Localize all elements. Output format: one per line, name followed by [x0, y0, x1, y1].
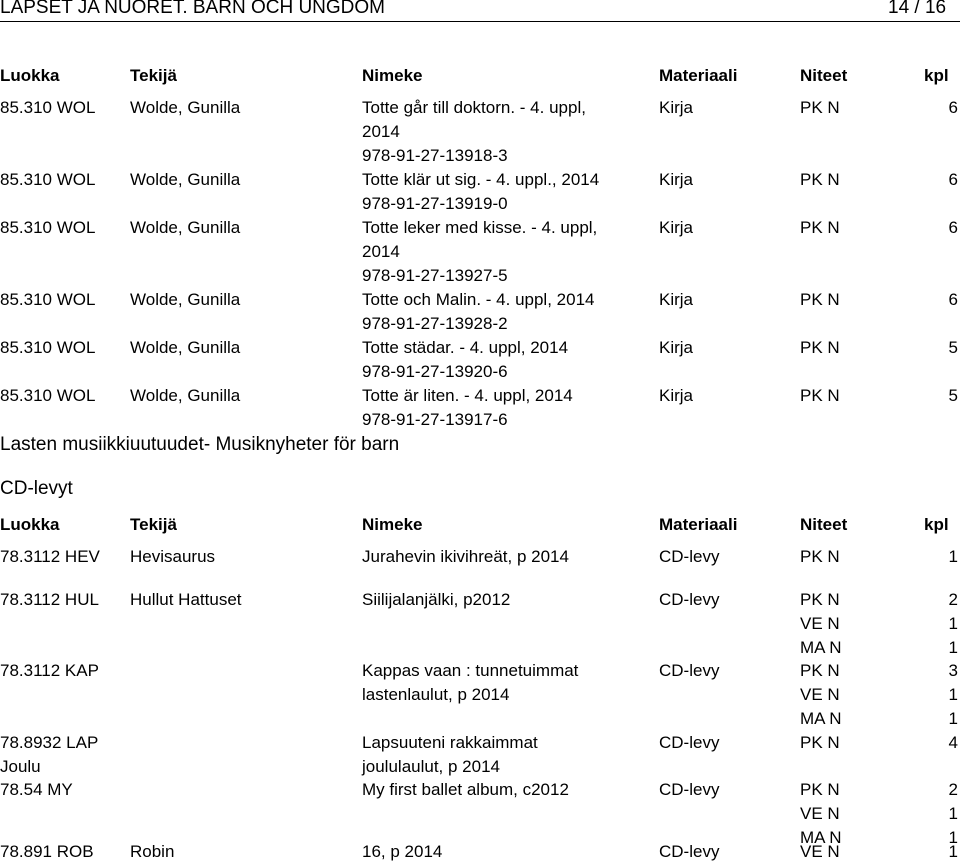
niteet-location: VE N — [800, 804, 840, 823]
niteet-location: PK N — [800, 218, 840, 237]
nimeke-cell: Lapsuuteni rakkaimmat — [362, 733, 538, 752]
nimeke-cell: Totte är liten. - 4. uppl, 2014 — [362, 386, 573, 405]
materiaali-cell: CD-levy — [659, 661, 720, 680]
nimeke-cell: 978-91-27-13920-6 — [362, 362, 508, 381]
kpl-count: 1 — [948, 614, 958, 633]
tekija-cell: Wolde, Gunilla — [130, 170, 241, 189]
kpl-count: 5 — [948, 338, 958, 357]
niteet-location: VE N — [800, 614, 840, 633]
luokka-cell: 78.3112 HUL — [0, 590, 99, 609]
niteet-location: VE N — [800, 685, 840, 704]
col-header-nimeke: Nimeke — [362, 66, 423, 85]
col-header-niteet-cd: Niteet — [800, 515, 848, 534]
nimeke-cell: Jurahevin ikivihreät, p 2014 — [362, 547, 569, 566]
col-header-tekija: Tekijä — [130, 66, 177, 85]
nimeke-cell: Totte klär ut sig. - 4. uppl., 2014 — [362, 170, 600, 189]
tekija-cell: Wolde, Gunilla — [130, 386, 241, 405]
luokka-cell: 85.310 WOL — [0, 170, 96, 189]
nimeke-cell: My first ballet album, c2012 — [362, 780, 569, 799]
materiaali-cell: Kirja — [659, 170, 694, 189]
materiaali-cell: CD-levy — [659, 590, 720, 609]
materiaali-cell: Kirja — [659, 338, 694, 357]
nimeke-cell: 2014 — [362, 122, 400, 141]
materiaali-cell: CD-levy — [659, 733, 720, 752]
col-header-luokka: Luokka — [0, 66, 60, 85]
niteet-location: PK N — [800, 590, 840, 609]
kpl-count: 1 — [948, 828, 958, 847]
nimeke-cell: Totte leker med kisse. - 4. uppl, — [362, 218, 598, 237]
luokka-cell: 85.310 WOL — [0, 98, 96, 117]
luokka-cell: Joulu — [0, 757, 41, 776]
niteet-location: PK N — [800, 338, 840, 357]
tekija-cell: Wolde, Gunilla — [130, 338, 241, 357]
nimeke-cell: 2014 — [362, 242, 400, 261]
kpl-count: 6 — [948, 170, 958, 189]
col-header-luokka-cd: Luokka — [0, 515, 60, 534]
nimeke-cell: 16, p 2014 — [362, 842, 443, 861]
nimeke-cell: joululaulut, p 2014 — [362, 757, 501, 776]
kpl-count: 1 — [948, 842, 958, 861]
kpl-count: 5 — [948, 386, 958, 405]
materiaali-cell: CD-levy — [659, 780, 720, 799]
luokka-cell: 85.310 WOL — [0, 338, 96, 357]
tekija-cell: Robin — [130, 842, 175, 861]
page-title: LAPSET JA NUORET. BARN OCH UNGDOM — [0, 0, 385, 18]
luokka-cell: 78.3112 HEV — [0, 547, 100, 566]
niteet-location: MA N — [800, 828, 842, 847]
nimeke-cell: lastenlaulut, p 2014 — [362, 685, 510, 704]
materiaali-cell: Kirja — [659, 386, 694, 405]
materiaali-cell: Kirja — [659, 290, 694, 309]
col-header-nimeke-cd: Nimeke — [362, 515, 423, 534]
subsection-title: CD-levyt — [0, 478, 73, 499]
nimeke-cell: 978-91-27-13927-5 — [362, 266, 508, 285]
nimeke-cell: Kappas vaan : tunnetuimmat — [362, 661, 579, 680]
tekija-cell: Hevisaurus — [130, 547, 216, 566]
kpl-count: 1 — [948, 709, 958, 728]
niteet-location: PK N — [800, 98, 840, 117]
section-title: Lasten musiikkiuutuudet- Musiknyheter för barn — [0, 434, 400, 455]
luokka-cell: 78.891 ROB — [0, 842, 94, 861]
tekija-cell: Wolde, Gunilla — [130, 290, 241, 309]
kpl-count: 1 — [948, 547, 958, 566]
kpl-count: 6 — [948, 98, 958, 117]
luokka-cell: 85.310 WOL — [0, 386, 96, 405]
kpl-count: 3 — [948, 661, 958, 680]
niteet-location: PK N — [800, 661, 840, 680]
col-header-tekija-cd: Tekijä — [130, 515, 177, 534]
materiaali-cell: Kirja — [659, 218, 694, 237]
col-header-materiaali: Materiaali — [659, 66, 738, 85]
materiaali-cell: CD-levy — [659, 842, 720, 861]
luokka-cell: 85.310 WOL — [0, 218, 96, 237]
col-header-materiaali-cd: Materiaali — [659, 515, 738, 534]
nimeke-cell: Siilijalanjälki, p2012 — [362, 590, 511, 609]
header-divider — [0, 21, 960, 22]
niteet-location: PK N — [800, 290, 840, 309]
luokka-cell: 78.54 MY — [0, 780, 73, 799]
kpl-count: 2 — [948, 590, 958, 609]
niteet-location: PK N — [800, 170, 840, 189]
luokka-cell: 78.8932 LAP — [0, 733, 99, 752]
luokka-cell: 78.3112 KAP — [0, 661, 99, 680]
col-header-niteet: Niteet — [800, 66, 848, 85]
niteet-location: PK N — [800, 386, 840, 405]
nimeke-cell: Totte städar. - 4. uppl, 2014 — [362, 338, 569, 357]
niteet-location: MA N — [800, 638, 842, 657]
nimeke-cell: 978-91-27-13918-3 — [362, 146, 508, 165]
page-number: 14 / 16 — [888, 0, 947, 18]
niteet-location: VE N — [800, 842, 840, 861]
kpl-count: 1 — [948, 804, 958, 823]
tekija-cell: Wolde, Gunilla — [130, 98, 241, 117]
col-header-kpl: kpl — [924, 66, 949, 85]
niteet-location: MA N — [800, 709, 842, 728]
niteet-location: PK N — [800, 547, 840, 566]
nimeke-cell: 978-91-27-13917-6 — [362, 410, 508, 429]
luokka-cell: 85.310 WOL — [0, 290, 96, 309]
kpl-count: 2 — [948, 780, 958, 799]
nimeke-cell: 978-91-27-13928-2 — [362, 314, 508, 333]
nimeke-cell: Totte går till doktorn. - 4. uppl, — [362, 98, 586, 117]
kpl-count: 6 — [948, 290, 958, 309]
kpl-count: 1 — [948, 638, 958, 657]
niteet-location: PK N — [800, 780, 840, 799]
kpl-count: 1 — [948, 685, 958, 704]
nimeke-cell: Totte och Malin. - 4. uppl, 2014 — [362, 290, 595, 309]
kpl-count: 4 — [948, 733, 958, 752]
materiaali-cell: Kirja — [659, 98, 694, 117]
niteet-location: PK N — [800, 733, 840, 752]
kpl-count: 6 — [948, 218, 958, 237]
tekija-cell: Hullut Hattuset — [130, 590, 242, 609]
tekija-cell: Wolde, Gunilla — [130, 218, 241, 237]
nimeke-cell: 978-91-27-13919-0 — [362, 194, 508, 213]
materiaali-cell: CD-levy — [659, 547, 720, 566]
col-header-kpl-cd: kpl — [924, 515, 949, 534]
